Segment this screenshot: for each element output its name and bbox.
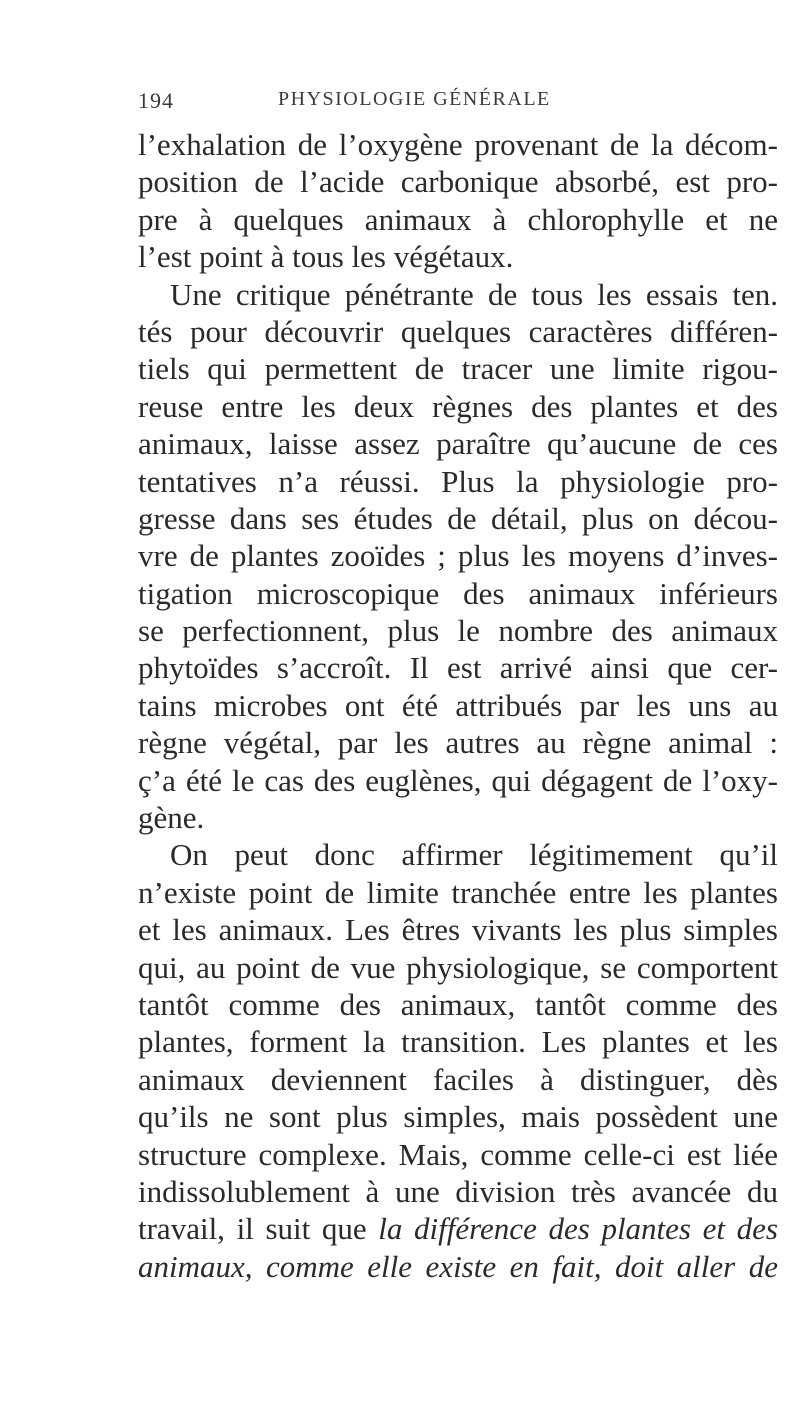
- text-line: vre de plantes zooïdes ; plus les moyens d’inves-: [138, 538, 778, 574]
- text-line: tigation microscopique des animaux inférieurs: [138, 575, 778, 611]
- text-line: plantes, forment la transition. Les plantes et les: [138, 1024, 778, 1060]
- text-line: gène.: [138, 800, 205, 836]
- text-line: qu’ils ne sont plus simples, mais possèdent une: [138, 1099, 778, 1135]
- text-line: animaux, laisse assez paraître qu’aucune de ces: [138, 426, 778, 462]
- text-line: n’existe point de limite tranchée entre les plantes: [138, 874, 778, 910]
- text-line-plain-part: travail, il suit que: [138, 1211, 379, 1247]
- text-line: animaux, comme elle existe en fait, doit aller de: [138, 1248, 778, 1284]
- text-line: structure complexe. Mais, comme celle-ci est liée: [138, 1136, 778, 1172]
- text-line: animaux deviennent faciles à distinguer, dès: [138, 1061, 778, 1097]
- text-line: règne végétal, par les autres au règne animal :: [138, 725, 778, 761]
- text-line: On peut donc affirmer légitimement qu’il: [170, 837, 778, 873]
- text-line: et les animaux. Les êtres vivants les plus simples: [138, 912, 778, 948]
- text-line-mixed: [138, 1210, 778, 1247]
- text-line-italic-part: la différence des plantes et des: [378, 1211, 778, 1247]
- page-header: [138, 88, 738, 118]
- text-line: ç’a été le cas des euglènes, qui dégagent de l’oxy-: [138, 762, 778, 798]
- text-line: phytoïdes s’accroît. Il est arrivé ainsi que cer-: [138, 650, 778, 686]
- text-line: reuse entre les deux règnes des plantes et des: [138, 388, 778, 424]
- text-line: qui, au point de vue physiologique, se comportent: [138, 949, 778, 985]
- text-line: tains microbes ont été attribués par les uns au: [138, 687, 778, 723]
- text-line: l’exhalation de l’oxygène provenant de la décom-: [138, 127, 778, 162]
- text-line: tentatives n’a réussi. Plus la physiologie pro-: [138, 463, 778, 499]
- text-line: l’est point à tous les végétaux.: [138, 239, 514, 275]
- page-number: 194: [138, 88, 174, 113]
- text-line: gresse dans ses études de détail, plus on décou-: [138, 500, 778, 536]
- text-line: Une critique pénétrante de tous les essais ten.: [170, 276, 778, 312]
- text-line: indissolublement à une division très avancée du: [138, 1173, 778, 1209]
- text-line: se perfectionnent, plus le nombre des animaux: [138, 613, 778, 649]
- text-line: pre à quelques animaux à chlorophylle et ne: [138, 201, 778, 237]
- text-line: tés pour découvrir quelques caractères différen-: [138, 313, 778, 349]
- text-line: position de l’acide carbonique absorbé, est pro-: [138, 164, 778, 200]
- running-head: PHYSIOLOGIE GÉNÉRALE: [278, 88, 551, 110]
- body-text: [138, 126, 778, 1285]
- text-line: tantôt comme des animaux, tantôt comme des: [138, 986, 778, 1022]
- text-line: tiels qui permettent de tracer une limite rigou-: [138, 351, 778, 387]
